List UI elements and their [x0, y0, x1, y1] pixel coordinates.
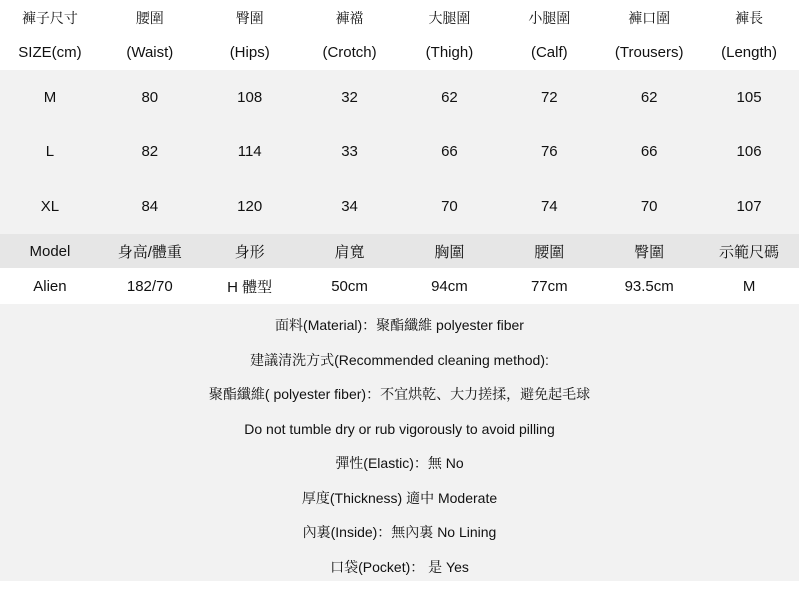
table-cell: 80	[141, 88, 159, 106]
note-pocket: 口袋(Pocket)： 是 Yes	[330, 558, 469, 575]
size-label: L	[45, 143, 55, 161]
header-crotch: 褲襠	[335, 9, 364, 26]
model-header-size: 示範尺碼	[719, 243, 780, 261]
note-inside: 內裏(Inside)：無內裏 No Lining	[302, 524, 497, 540]
table-cell: 106	[736, 143, 762, 161]
note-cleaning-heading: 建議清洗方式(Recommended cleaning method):	[250, 351, 549, 368]
size-table-body	[0, 70, 799, 234]
model-header-chest: 胸圍	[434, 243, 465, 261]
table-cell: 82	[141, 143, 159, 161]
header-waist: 腰圍	[135, 9, 164, 26]
model-shoulder: 50cm	[331, 277, 368, 295]
table-cell: 66	[640, 143, 658, 161]
product-notes	[0, 304, 799, 581]
table-cell: 70	[640, 197, 658, 215]
model-name: Alien	[33, 277, 67, 295]
header-row-english	[0, 35, 799, 70]
table-cell: 72	[540, 88, 558, 106]
header-trousers: 褲口圍	[628, 9, 671, 26]
table-cell: 114	[237, 143, 262, 161]
table-cell: 105	[736, 88, 762, 106]
header-trousers-en: (Trousers)	[614, 44, 684, 61]
model-header-model: Model	[29, 242, 71, 260]
model-header-shoulder: 肩寬	[334, 243, 365, 261]
note-cleaning-zh: 聚酯纖維( polyester fiber)：不宜烘乾、大力搓揉，避免起毛球	[208, 386, 591, 402]
model-header-body-type: 身形	[234, 243, 265, 261]
header-length-en: (Length)	[721, 44, 777, 61]
model-header-waist: 腰圍	[534, 243, 565, 261]
table-cell: 74	[540, 197, 558, 215]
table-cell: 76	[540, 143, 558, 161]
table-cell: 108	[237, 88, 263, 106]
header-hips: 臀圍	[235, 9, 264, 26]
table-cell: 84	[141, 197, 159, 215]
header-size: 褲子尺寸	[21, 9, 78, 26]
size-label: XL	[40, 197, 60, 215]
note-material: 面料(Material)：聚酯纖維 polyester fiber	[275, 317, 524, 333]
table-cell: 66	[441, 143, 458, 161]
model-header-row	[0, 234, 799, 268]
header-waist-en: (Waist)	[126, 44, 174, 61]
table-cell: 70	[441, 197, 458, 215]
model-hips: 93.5cm	[624, 277, 674, 295]
table-row	[0, 179, 799, 234]
header-thigh-en: (Thigh)	[425, 44, 474, 61]
model-body-type: H 體型	[227, 278, 273, 296]
header-size-en: SIZE(cm)	[18, 44, 82, 61]
note-thickness: 厚度(Thickness) 適中 Moderate	[301, 489, 498, 506]
table-row	[0, 125, 799, 180]
header-crotch-en: (Crotch)	[322, 44, 377, 61]
table-cell: 107	[736, 197, 762, 215]
model-height-weight: 182/70	[126, 277, 173, 295]
header-row-chinese	[0, 0, 799, 35]
size-label: M	[43, 88, 57, 106]
header-calf: 小腿圍	[528, 9, 571, 26]
table-cell: 120	[237, 197, 263, 215]
model-chest: 94cm	[431, 277, 468, 295]
table-cell: 62	[441, 88, 458, 106]
model-header-hips: 臀圍	[634, 243, 665, 261]
header-length: 褲長	[735, 9, 764, 26]
table-cell: 34	[341, 197, 358, 215]
table-row	[0, 70, 799, 125]
header-calf-en: (Calf)	[530, 44, 568, 61]
table-cell: 32	[341, 88, 358, 106]
header-thigh: 大腿圍	[428, 9, 471, 26]
model-row	[0, 268, 799, 304]
model-size: M	[742, 277, 756, 295]
note-elastic: 彈性(Elastic)：無 No	[335, 455, 464, 471]
table-cell: 62	[640, 88, 658, 106]
model-header-height-weight: 身高/體重	[117, 243, 182, 261]
header-hips-en: (Hips)	[229, 44, 270, 61]
model-waist: 77cm	[530, 277, 568, 295]
note-cleaning-en: Do not tumble dry or rub vigorously to avoid pilling	[244, 420, 555, 437]
table-cell: 33	[341, 143, 358, 161]
